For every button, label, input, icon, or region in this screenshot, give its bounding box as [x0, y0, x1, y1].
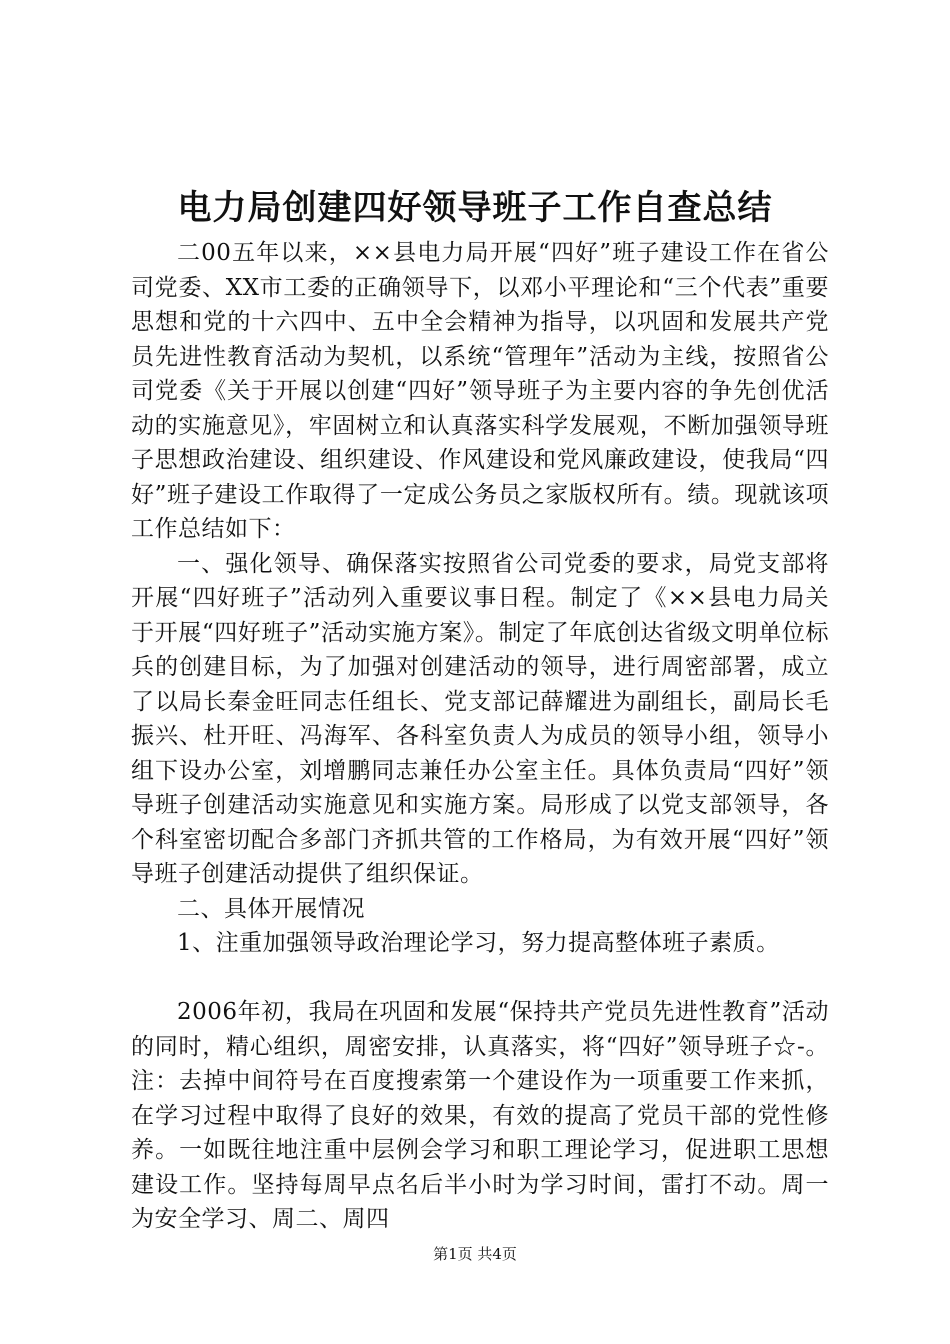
intro-paragraph: 二00五年以来，××县电力局开展“四好”班子建设工作在省公司党委、XX市工委的正确领导下，以邓小平理论和“三个代表”重要思想和党的十六四中、五中全会精神为指导，以巩固和发展共产党员先进性教育活动为契机，以系统“管理年”活动为主线，按照省公司党委《关于开展以创建“四好”领导班子为主要内容的争先创优活动的实施意见》，牢固树立和认真落实科学发展观，不断加强领导班子思想政治建设、组织建设、作风建设和党风廉政建设，使我局“四好”班子建设工作取得了一定成公务员之家版权所有。绩。现就该项工作总结如下：	[131, 240, 829, 542]
study-paragraph: 2006年初，我局在巩固和发展“保持共产党员先进性教育”活动的同时，精心组织，周密安排，认真落实，将“四好”领导班子☆-。注：去掉中间符号在百度搜索第一个建设作为一项重要工作来抓，在学习过程中取得了良好的效果，有效的提高了党员干部的党性修养。一如既往地注重中层例会学习和职工理论学习，促进职工思想建设工作。坚持每周早点名后半小时为学习时间，雷打不动。周一为安全学习、周二、周四	[131, 999, 829, 1232]
section-two-heading: 二、具体开展情况	[177, 895, 365, 922]
document-body	[131, 236, 829, 1237]
section-one-paragraph: 一、强化领导、确保落实按照省公司党委的要求，局党支部将开展“四好班子”活动列入重要议事日程。制定了《××县电力局关于开展“四好班子”活动实施方案》。制定了年底创达省级文明单位标兵的创建目标，为了加强对创建活动的领导，进行周密部署，成立了以局长秦金旺同志任组长、党支部记薛耀进为副组长，副局长毛振兴、杜开旺、冯海军、各科室负责人为成员的领导小组，领导小组下设办公室，刘增鹏同志兼任办公室主任。具体负责局“四好”领导班子创建活动实施意见和实施方案。局形成了以党支部领导，各个科室密切配合多部门齐抓共管的工作格局，为有效开展“四好”领导班子创建活动提供了组织保证。	[131, 550, 829, 887]
document-title: 电力局创建四好领导班子工作自查总结	[177, 188, 773, 228]
page-number-footer: 第1页 共4页	[433, 1245, 517, 1263]
subsection-one-heading: 1、注重加强领导政治理论学习，努力提高整体班子素质。	[177, 930, 780, 956]
